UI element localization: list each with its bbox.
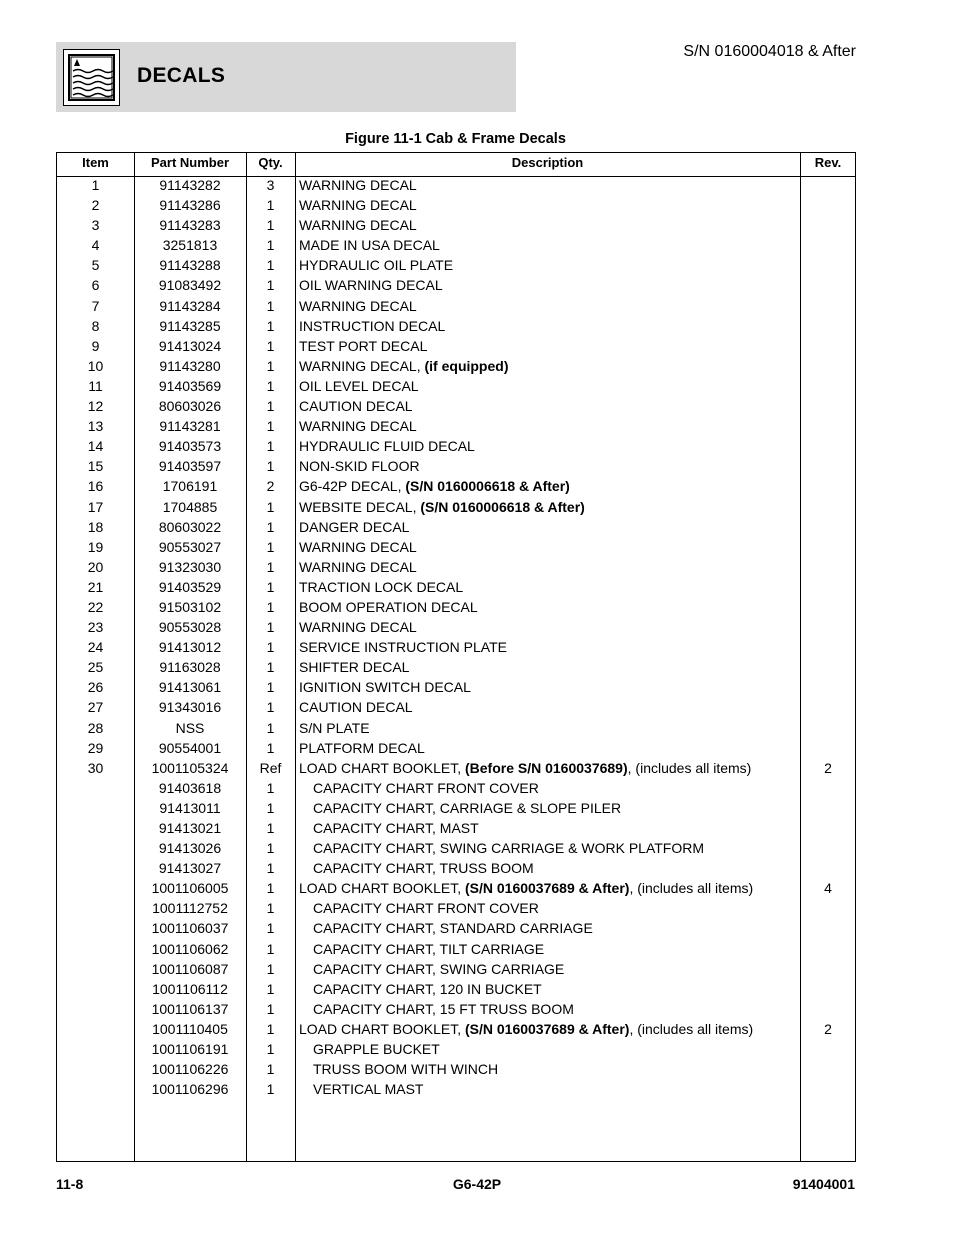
table-row (57, 497, 855, 517)
part-number: 90554001 (158, 739, 222, 756)
table-row (57, 778, 855, 798)
table-row (57, 858, 855, 878)
item-number: 13 (87, 418, 104, 435)
description (299, 738, 799, 758)
item-number: 1 (91, 177, 100, 193)
description-text: NON-SKID FLOOR (299, 458, 420, 475)
description (299, 597, 799, 617)
description-text: BOOM OPERATION DECAL (299, 598, 478, 615)
description (299, 577, 799, 597)
quantity: 1 (266, 719, 275, 736)
description (299, 657, 799, 677)
quantity: 1 (266, 438, 275, 455)
description (299, 476, 799, 496)
section-logo (63, 49, 120, 106)
table-row (57, 878, 855, 898)
description (299, 356, 799, 376)
quantity: 1 (266, 598, 275, 615)
description (299, 195, 799, 215)
header-qty: Qty. (258, 155, 283, 170)
table-row (57, 396, 855, 416)
figure-title: Figure 11-1 Cab & Frame Decals (345, 131, 566, 147)
item-number: 17 (87, 498, 104, 515)
description-qualifier: (S/N 0160037689 & After) (464, 1020, 630, 1037)
description-text: WARNING DECAL, (299, 357, 425, 374)
part-number: 1001106296 (151, 1081, 229, 1098)
table-row (57, 1079, 855, 1099)
part-number: NSS (175, 719, 205, 736)
part-number: 1001112752 (152, 900, 228, 917)
description (299, 336, 799, 356)
description-text: HYDRAULIC OIL PLATE (299, 257, 454, 274)
item-number: 16 (87, 478, 104, 495)
description-text: LOAD CHART BOOKLET, (299, 880, 465, 897)
document-number: 91404001 (792, 1176, 855, 1192)
description (313, 999, 813, 1019)
quantity: 1 (266, 277, 275, 294)
quantity: 1 (266, 498, 275, 515)
description-text: G6-42P DECAL, (299, 478, 406, 495)
description-text: TRACTION LOCK DECAL (299, 578, 464, 595)
description (299, 497, 799, 517)
quantity: 1 (266, 619, 275, 636)
table-row (57, 838, 855, 858)
table-row (57, 557, 855, 577)
item-number: 11 (88, 377, 103, 394)
description (313, 898, 813, 918)
quantity: 1 (266, 317, 275, 334)
table-row (57, 356, 855, 376)
quantity: 1 (266, 418, 275, 435)
item-number: 24 (87, 639, 104, 656)
decal-sheet-icon (70, 56, 113, 99)
table-row (57, 597, 855, 617)
item-number: 7 (91, 297, 100, 314)
description (299, 537, 799, 557)
quantity: 1 (266, 739, 275, 756)
description-text: WEBSITE DECAL, (299, 498, 421, 515)
part-number: 91403529 (158, 578, 222, 595)
description (313, 918, 813, 938)
part-number: 1001106062 (151, 940, 229, 957)
description-text: CAUTION DECAL (299, 699, 413, 716)
quantity: 1 (266, 960, 275, 977)
description (299, 557, 799, 577)
description-qualifier: (S/N 0160037689 & After) (464, 880, 630, 897)
part-number: 91403569 (158, 377, 222, 394)
part-number: 1001106005 (151, 880, 229, 897)
parts-table (56, 152, 856, 1162)
item-number: 5 (91, 257, 100, 274)
table-row (57, 316, 855, 336)
part-number: 1704885 (162, 498, 218, 515)
table-row (57, 637, 855, 657)
part-number: 91143288 (159, 257, 221, 274)
description-text: CAUTION DECAL (299, 398, 413, 415)
part-number: 91143286 (159, 197, 221, 214)
description (299, 1019, 799, 1039)
description (299, 617, 799, 637)
table-row (57, 537, 855, 557)
part-number: 91413061 (158, 679, 222, 696)
description-qualifier: (Before S/N 0160037689) (464, 759, 628, 776)
item-number: 21 (87, 578, 104, 595)
part-number: 91143280 (159, 357, 221, 374)
logo-frame (68, 54, 115, 101)
quantity: 1 (266, 820, 275, 836)
part-number: 91083492 (158, 277, 222, 294)
part-number: 91143285 (159, 317, 221, 334)
description (299, 436, 799, 456)
quantity: 1 (266, 1020, 275, 1037)
description-text: WARNING DECAL (299, 558, 417, 575)
description (313, 1059, 813, 1079)
description-text: WARNING DECAL (299, 217, 417, 234)
quantity: 1 (266, 518, 275, 535)
item-number: 28 (87, 719, 104, 736)
table-row (57, 1059, 855, 1079)
quantity: 1 (266, 900, 275, 917)
quantity: 1 (266, 257, 275, 274)
item-number: 8 (91, 317, 100, 334)
table-row (57, 657, 855, 677)
part-number: 1001110405 (152, 1020, 228, 1037)
item-number: 3 (91, 217, 100, 234)
serial-number-range: S/N 0160004018 & After (683, 43, 856, 60)
description (313, 939, 813, 959)
description-text: WARNING DECAL (299, 177, 417, 193)
table-row (57, 898, 855, 918)
quantity: 1 (266, 1081, 275, 1098)
description-text: MADE IN USA DECAL (299, 237, 440, 254)
part-number: 91413026 (158, 840, 222, 857)
description (299, 718, 799, 738)
item-number: 14 (87, 438, 104, 455)
description (313, 818, 813, 838)
quantity: 1 (266, 377, 275, 394)
description (299, 697, 799, 717)
table-row (57, 959, 855, 979)
description-text: WARNING DECAL (299, 538, 417, 555)
table-row (57, 255, 855, 275)
part-number: 91413027 (158, 860, 222, 877)
item-number: 12 (87, 398, 104, 415)
table-row (57, 175, 855, 195)
table-body (57, 175, 855, 1099)
table-row (57, 738, 855, 758)
item-number: 9 (91, 337, 100, 354)
description-text: CAPACITY CHART, 15 FT TRUSS BOOM (313, 1000, 574, 1017)
description (313, 778, 813, 798)
description (313, 1039, 813, 1059)
table-row (57, 275, 855, 295)
quantity: 1 (266, 940, 275, 957)
part-number: 1706191 (162, 478, 218, 495)
description-text: CAPACITY CHART, SWING CARRIAGE (313, 960, 565, 977)
description-text: CAPACITY CHART FRONT COVER (313, 779, 539, 796)
description (313, 959, 813, 979)
description (299, 677, 799, 697)
description (313, 1079, 813, 1099)
description-text: SERVICE INSTRUCTION PLATE (299, 639, 507, 656)
description (299, 235, 799, 255)
description-qualifier: (S/N 0160006618 & After) (420, 498, 585, 515)
quantity: 1 (266, 920, 275, 937)
description (299, 296, 799, 316)
description (299, 637, 799, 657)
quantity: 1 (266, 659, 275, 676)
table-row (57, 718, 855, 738)
table-row (57, 918, 855, 938)
description-text: IGNITION SWITCH DECAL (299, 679, 471, 696)
revision: 4 (824, 880, 832, 897)
part-number: 90553027 (158, 538, 222, 555)
description-text: SHIFTER DECAL (299, 659, 410, 676)
description-text: OIL WARNING DECAL (299, 277, 443, 294)
description (313, 798, 813, 818)
quantity: 1 (266, 880, 275, 897)
table-row (57, 436, 855, 456)
model-name: G6-42P (452, 1176, 502, 1192)
header-rev: Rev. (814, 155, 842, 170)
description (299, 316, 799, 336)
item-number: 6 (91, 277, 100, 294)
item-number: 15 (87, 458, 104, 475)
description-text: OIL LEVEL DECAL (299, 377, 419, 394)
item-number: 19 (87, 538, 104, 555)
part-number: 91143284 (159, 297, 221, 314)
quantity: 1 (266, 297, 275, 314)
description-text: PLATFORM DECAL (299, 739, 425, 756)
item-number: 29 (87, 739, 104, 756)
header-band (56, 42, 516, 112)
quantity: 1 (266, 639, 275, 656)
description (299, 396, 799, 416)
header-item: Item (82, 155, 109, 170)
description-text: WARNING DECAL (299, 197, 417, 214)
part-number: 80603026 (158, 398, 222, 415)
part-number: 91503102 (158, 598, 222, 615)
description-text: LOAD CHART BOOKLET, (299, 759, 465, 776)
quantity: 1 (266, 980, 275, 997)
part-number: 91143282 (159, 177, 221, 193)
description-text: TRUSS BOOM WITH WINCH (313, 1061, 499, 1078)
item-number: 4 (91, 237, 100, 254)
quantity: 1 (266, 398, 275, 415)
table-row (57, 456, 855, 476)
item-number: 18 (87, 518, 104, 535)
table-row (57, 235, 855, 255)
part-number: 1001106226 (151, 1061, 229, 1078)
item-number: 27 (87, 699, 104, 716)
description (313, 838, 813, 858)
quantity: 1 (266, 357, 275, 374)
description-text: CAPACITY CHART, STANDARD CARRIAGE (313, 920, 593, 937)
description-qualifier: (S/N 0160006618 & After) (405, 478, 570, 495)
description-text: HYDRAULIC FLUID DECAL (299, 438, 475, 455)
quantity: 1 (266, 458, 275, 475)
table-row (57, 376, 855, 396)
table-row (57, 617, 855, 637)
description (313, 979, 813, 999)
part-number: 91413012 (158, 639, 222, 656)
quantity: 1 (266, 558, 275, 575)
quantity: 1 (266, 237, 275, 254)
description-suffix: , (includes all items) (629, 1020, 754, 1037)
table-row (57, 476, 855, 496)
table-row (57, 677, 855, 697)
page-number: 11-8 (56, 1176, 84, 1192)
description-qualifier: (if equipped) (424, 357, 509, 374)
description-text: CAPACITY CHART, 120 IN BUCKET (313, 980, 542, 997)
part-number: 1001106087 (151, 960, 229, 977)
table-row (57, 1039, 855, 1059)
table-row (57, 215, 855, 235)
quantity: 2 (266, 478, 275, 495)
part-number: 91403597 (158, 458, 222, 475)
part-number: 1001105324 (151, 759, 229, 776)
description-text: CAPACITY CHART, CARRIAGE & SLOPE PILER (313, 799, 622, 816)
description (313, 858, 813, 878)
part-number: 3251813 (162, 237, 218, 254)
description-text: GRAPPLE BUCKET (313, 1041, 440, 1058)
item-number: 10 (87, 357, 104, 374)
revision: 2 (824, 1020, 832, 1037)
quantity: Ref (259, 759, 282, 776)
quantity: 1 (266, 699, 275, 716)
section-title: DECALS (137, 64, 226, 87)
table-row (57, 416, 855, 436)
table-row (57, 798, 855, 818)
table-row (57, 577, 855, 597)
item-number: 20 (87, 558, 104, 575)
quantity: 1 (266, 217, 275, 234)
part-number: 91143281 (159, 418, 221, 435)
table-row (57, 336, 855, 356)
description (299, 456, 799, 476)
table-row (57, 999, 855, 1019)
quantity: 1 (266, 799, 275, 816)
description-text: CAPACITY CHART, TRUSS BOOM (313, 860, 534, 877)
description-text: WARNING DECAL (299, 297, 417, 314)
description-text: TEST PORT DECAL (299, 337, 428, 354)
table-row (57, 939, 855, 959)
part-number: 91323030 (158, 558, 222, 575)
description-text: INSTRUCTION DECAL (299, 317, 446, 334)
description (299, 878, 799, 898)
description-text: LOAD CHART BOOKLET, (299, 1020, 465, 1037)
description-text: CAPACITY CHART, TILT CARRIAGE (313, 940, 545, 957)
description-suffix: , (includes all items) (627, 759, 752, 776)
quantity: 1 (266, 679, 275, 696)
part-number: 80603022 (158, 518, 222, 535)
part-number: 1001106112 (152, 980, 228, 997)
table-row (57, 195, 855, 215)
table-row (57, 697, 855, 717)
part-number: 91413011 (159, 799, 221, 816)
quantity: 3 (266, 177, 275, 193)
description-text: VERTICAL MAST (313, 1081, 424, 1098)
part-number: 91413021 (158, 820, 222, 836)
item-number: 26 (87, 679, 104, 696)
item-number: 30 (87, 759, 104, 776)
description (299, 275, 799, 295)
part-number: 91143283 (159, 217, 221, 234)
quantity: 1 (266, 578, 275, 595)
description-text: S/N PLATE (299, 719, 370, 736)
description-text: CAPACITY CHART, SWING CARRIAGE & WORK PLATFORM (313, 840, 705, 857)
description (299, 376, 799, 396)
description-text: CAPACITY CHART FRONT COVER (313, 900, 539, 917)
description-text: WARNING DECAL (299, 619, 417, 636)
part-number: 1001106037 (151, 920, 229, 937)
table-row (57, 296, 855, 316)
table-row (57, 979, 855, 999)
item-number: 25 (87, 659, 104, 676)
header-part-number: Part Number (150, 155, 230, 170)
description (299, 255, 799, 275)
quantity: 1 (266, 1061, 275, 1078)
table-header (57, 153, 855, 177)
description-text: CAPACITY CHART, MAST (313, 820, 479, 836)
quantity: 1 (266, 840, 275, 857)
quantity: 1 (266, 779, 275, 796)
quantity: 1 (266, 1000, 275, 1017)
quantity: 1 (266, 1041, 275, 1058)
description (299, 416, 799, 436)
part-number: 1001106137 (151, 1000, 229, 1017)
quantity: 1 (266, 860, 275, 877)
quantity: 1 (266, 197, 275, 214)
description-suffix: , (includes all items) (629, 880, 754, 897)
quantity: 1 (266, 538, 275, 555)
description (299, 758, 799, 778)
description (299, 517, 799, 537)
table-row (57, 758, 855, 778)
part-number: 90553028 (158, 619, 222, 636)
item-number: 2 (91, 197, 100, 214)
description (299, 215, 799, 235)
item-number: 23 (87, 619, 104, 636)
part-number: 1001106191 (151, 1041, 229, 1058)
part-number: 91413024 (158, 337, 222, 354)
revision: 2 (824, 759, 832, 776)
table-row (57, 517, 855, 537)
description (299, 175, 799, 195)
part-number: 91163028 (159, 659, 221, 676)
part-number: 91403573 (158, 438, 222, 455)
part-number: 91403618 (158, 779, 222, 796)
item-number: 22 (87, 598, 104, 615)
table-row (57, 818, 855, 838)
header-description: Description (511, 155, 584, 170)
description-text: DANGER DECAL (299, 518, 410, 535)
table-row (57, 1019, 855, 1039)
quantity: 1 (266, 337, 275, 354)
part-number: 91343016 (158, 699, 222, 716)
description-text: WARNING DECAL (299, 418, 417, 435)
